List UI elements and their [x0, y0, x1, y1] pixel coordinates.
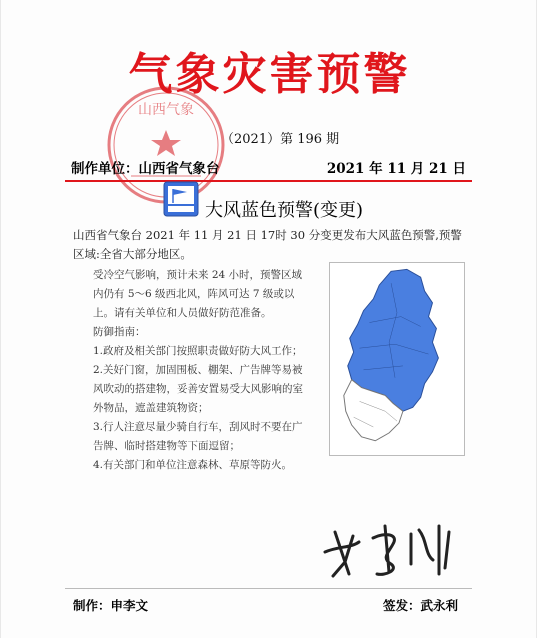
warning-body	[93, 266, 311, 475]
title-divider	[65, 180, 472, 182]
maker-unit-label: 制作单位：	[71, 161, 139, 177]
maker-name: 申李文	[110, 598, 149, 613]
signer-block	[383, 596, 458, 614]
gale-blue-warning-sign-icon	[163, 181, 199, 217]
issue-number: （2021）第 196 期	[221, 132, 340, 147]
document-title: 气象灾害预警	[128, 49, 411, 100]
warning-area-map	[329, 262, 465, 456]
paragraph: 2.关好门窗，加固围板、棚架、广告牌等易被风吹动的搭建物，妥善安置易受大风影响的室外物品，遮盖建筑物资；	[93, 364, 303, 414]
paragraph: 1.政府及相关部门按照职责做好防大风工作；	[93, 345, 303, 357]
issue-date: 2021 年 11 月 21 日	[326, 161, 466, 177]
maker-unit-value: 山西省气象台	[138, 161, 220, 177]
paragraph: 防御指南：	[93, 326, 146, 338]
signer-name: 武永利	[420, 598, 458, 613]
svg-text:山西气象: 山西气象	[138, 102, 194, 118]
paragraph: 3.行人注意尽量少骑自行车，刮风时不要在广告牌、临时搭建物等下面逗留；	[93, 421, 303, 452]
maker-label: 制作：	[73, 598, 111, 613]
footer-divider	[65, 588, 472, 589]
document-footer	[73, 596, 464, 614]
handwritten-signature	[315, 518, 465, 582]
maker-block	[73, 596, 148, 614]
warning-title: 大风蓝色预警(变更)	[205, 200, 364, 221]
paragraph: 受冷空气影响，预计未来 24 小时，预警区域内仍有 5～6 级西北风，阵风可达 7 级或以上。请有关单位和人员做好防范准备。	[93, 269, 303, 319]
paragraph: 4.有关部门和单位注意森林、草原等防火。	[93, 459, 293, 471]
meta-row	[71, 157, 466, 177]
warning-lead: 山西省气象台 2021 年 11 月 21 日 17时 30 分变更发布大风蓝色预警,预警区域:全省大部分地区。	[73, 228, 462, 261]
maker-unit	[71, 157, 220, 177]
signer-label: 签发：	[382, 598, 421, 613]
